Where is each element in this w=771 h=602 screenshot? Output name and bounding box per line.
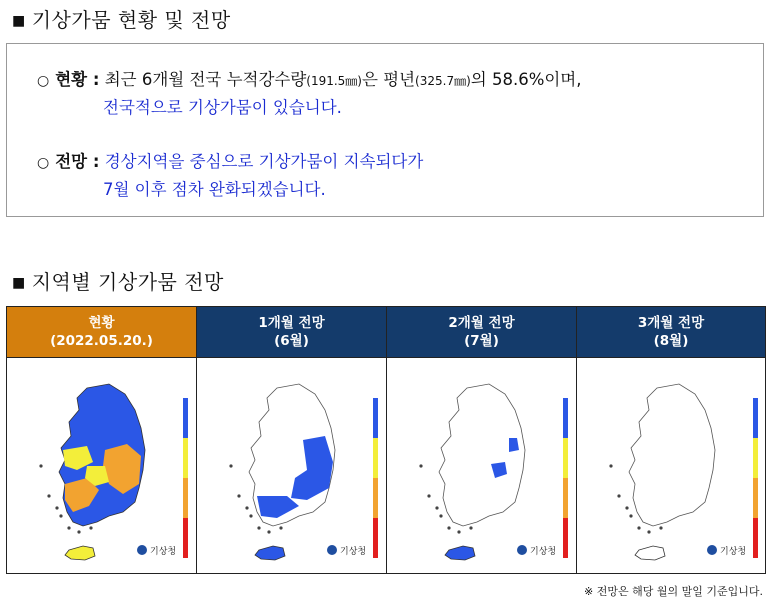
jeju-island xyxy=(445,546,475,560)
legend-swatch xyxy=(373,438,378,478)
island-dot xyxy=(439,514,442,517)
island-dot xyxy=(39,464,42,467)
forecast-panels xyxy=(6,306,766,574)
footnote: ※ 전망은 해당 월의 말일 기준입니다. xyxy=(584,585,763,598)
legend-swatch xyxy=(183,438,188,478)
legend-swatch xyxy=(753,398,758,438)
circle-bullet-icon: ○ xyxy=(37,155,50,171)
island-dot xyxy=(617,494,620,497)
section-title-status: ■ 기상가뭄 현황 및 전망 xyxy=(12,8,231,32)
island-dot xyxy=(629,514,632,517)
panel-month-1 xyxy=(197,307,387,574)
kma-logo-text: 기상청 xyxy=(530,547,557,557)
island-dot xyxy=(427,494,430,497)
island-dot xyxy=(457,530,460,533)
jeju-island xyxy=(635,546,665,560)
square-bullet-icon: ■ xyxy=(12,13,26,29)
panel-month-2 xyxy=(387,307,577,574)
legend-swatch xyxy=(563,478,568,518)
korea-map xyxy=(197,358,385,574)
island-dot xyxy=(249,514,252,517)
outlook-label: 전망 : xyxy=(55,152,100,171)
jeju-island xyxy=(65,546,95,560)
legend-swatch xyxy=(753,518,758,558)
legend-swatch xyxy=(563,518,568,558)
panel-header: 3개월 전망 (8월) xyxy=(577,307,765,358)
kma-logo-text: 기상청 xyxy=(720,547,747,557)
legend-swatch xyxy=(183,518,188,558)
panel-header: 1개월 전망 (6월) xyxy=(197,307,386,358)
panel-month-3 xyxy=(577,307,765,574)
legend-swatch xyxy=(183,478,188,518)
summary-box xyxy=(6,43,764,217)
island-dot xyxy=(55,506,58,509)
jeju-island xyxy=(255,546,285,560)
island-dot xyxy=(659,526,662,529)
island-dot xyxy=(625,506,628,509)
island-dot xyxy=(47,494,50,497)
drought-map-month-1 xyxy=(197,358,386,574)
outlook-line: ○ 전망 : 경상지역을 중심으로 기상가뭄이 지속되다가 xyxy=(37,152,424,171)
outlook-line-2: 7월 이후 점차 완화되겠습니다. xyxy=(103,180,326,199)
circle-bullet-icon: ○ xyxy=(37,73,50,89)
legend-swatch xyxy=(563,398,568,438)
land-region xyxy=(439,384,525,526)
island-dot xyxy=(469,526,472,529)
square-bullet-icon: ■ xyxy=(12,275,26,291)
status-line: ○ 현황 : 최근 6개월 전국 누적강수량(191.5㎜)은 평년(325.7㎜)의 58.6%이며, xyxy=(37,70,582,89)
island-dot xyxy=(419,464,422,467)
legend-swatch xyxy=(183,398,188,438)
island-dot xyxy=(229,464,232,467)
panel-current xyxy=(7,307,197,574)
land-region xyxy=(629,384,715,526)
status-line-2: 전국적으로 기상가뭄이 있습니다. xyxy=(103,98,342,117)
legend-swatch xyxy=(373,398,378,438)
kma-logo-icon xyxy=(517,545,527,555)
island-dot xyxy=(435,506,438,509)
island-dot xyxy=(77,530,80,533)
drought-map-month-2 xyxy=(387,358,576,574)
island-dot xyxy=(647,530,650,533)
island-dot xyxy=(237,494,240,497)
status-label: 현황 : xyxy=(55,70,100,89)
kma-logo-icon xyxy=(327,545,337,555)
island-dot xyxy=(89,526,92,529)
island-dot xyxy=(257,526,260,529)
island-dot xyxy=(447,526,450,529)
kma-logo-text: 기상청 xyxy=(150,547,177,557)
legend-swatch xyxy=(753,438,758,478)
island-dot xyxy=(637,526,640,529)
kma-logo-text: 기상청 xyxy=(340,547,367,557)
legend-swatch xyxy=(563,438,568,478)
drought-map-month-3 xyxy=(577,358,765,574)
drought-map-current xyxy=(7,358,196,574)
legend-swatch xyxy=(753,478,758,518)
korea-map xyxy=(387,358,575,574)
panel-header: 현황 (2022.05.20.) xyxy=(7,307,196,358)
legend-swatch xyxy=(373,478,378,518)
panel-header: 2개월 전망 (7월) xyxy=(387,307,576,358)
korea-map xyxy=(7,358,195,574)
island-dot xyxy=(67,526,70,529)
island-dot xyxy=(245,506,248,509)
island-dot xyxy=(279,526,282,529)
island-dot xyxy=(59,514,62,517)
legend-swatch xyxy=(373,518,378,558)
kma-logo-icon xyxy=(707,545,717,555)
section-title-regional: ■ 지역별 기상가뭄 전망 xyxy=(12,270,224,294)
island-dot xyxy=(267,530,270,533)
korea-map xyxy=(577,358,765,574)
kma-logo-icon xyxy=(137,545,147,555)
island-dot xyxy=(609,464,612,467)
